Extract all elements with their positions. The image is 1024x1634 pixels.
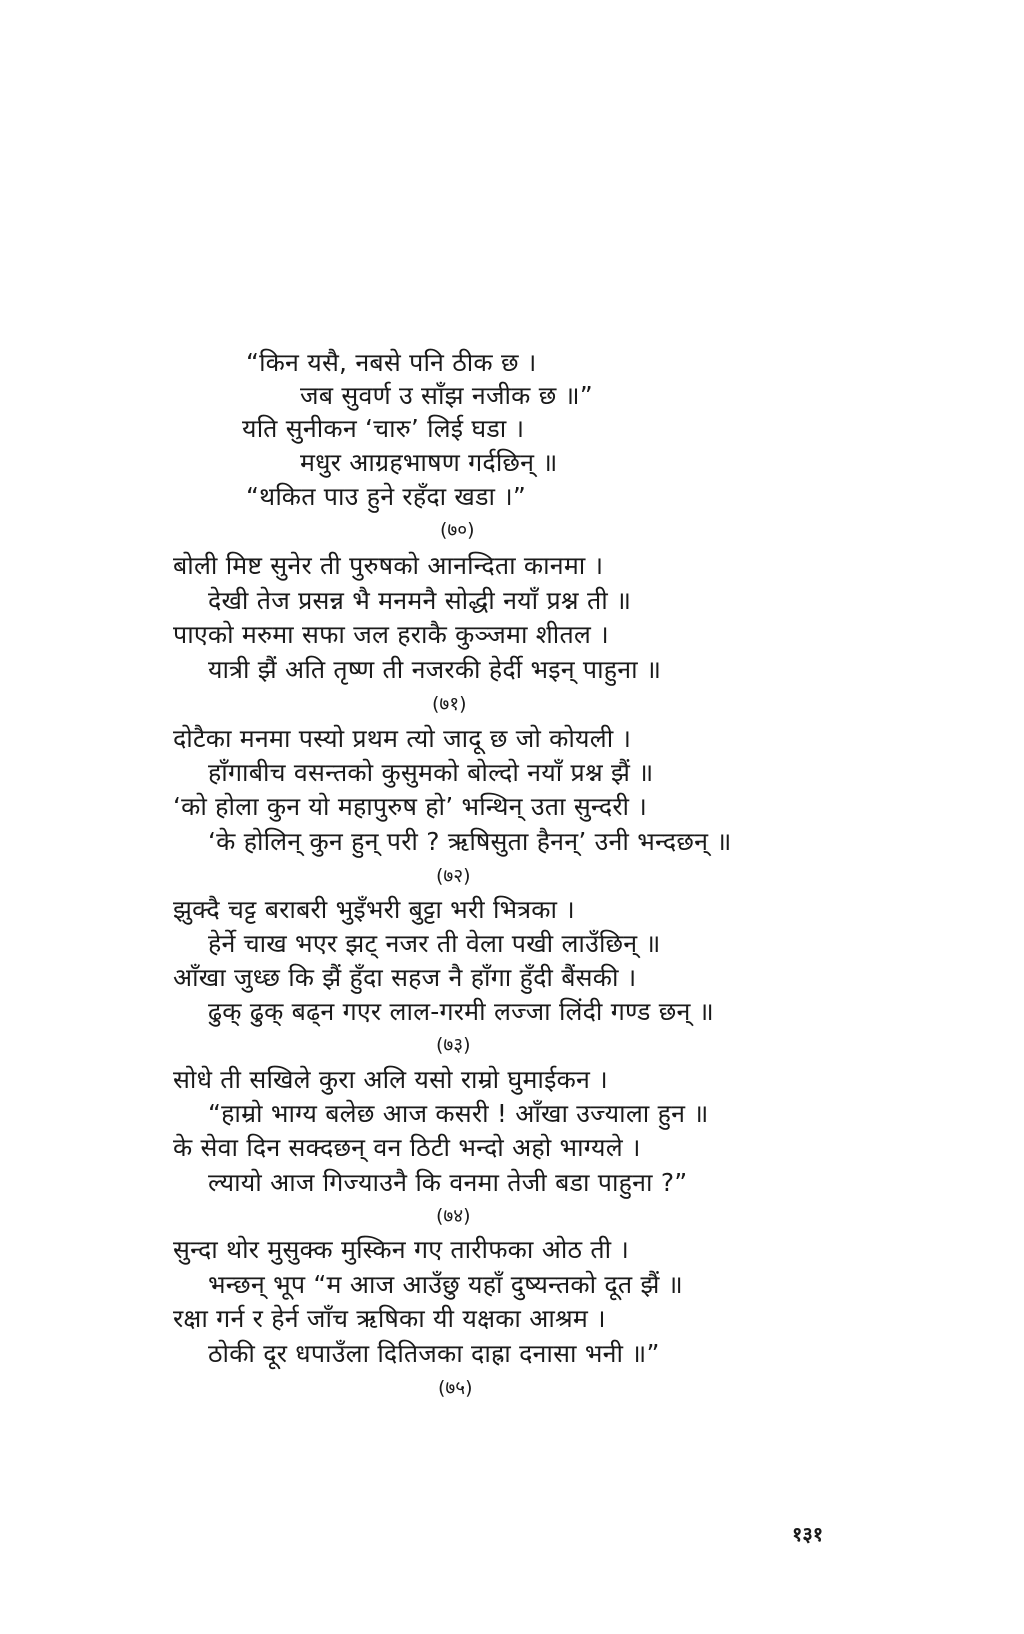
verse-line: ‘के होलिन् कुन हुन् परी ? ऋषिसुता हैनन्’ उनी भन्दछन् ॥ xyxy=(208,827,732,856)
verse-line: “थकित पाउ हुने रहँदा खडा ।” xyxy=(246,482,527,511)
verse-line: ढुक् ढुक् बढ्न गएर लाल-गरमी लज्जा लिंदी गण्ड छन् ॥ xyxy=(208,997,714,1026)
page-number: १३१ xyxy=(792,1522,824,1546)
verse-line: ठोकी दूर धपाउँला दितिजका दाह्रा दनासा भनी ॥” xyxy=(208,1339,660,1368)
verse-number: (७५) xyxy=(438,1377,473,1399)
verse-number: (७२) xyxy=(436,865,471,887)
verse-line: देखी तेज प्रसन्न भै मनमनै सोद्धी नयाँ प्रश्न ती ॥ xyxy=(208,586,632,615)
verse-line: सुन्दा थोर मुसुक्क मुस्किन गए तारीफका ओठ ती । xyxy=(173,1235,630,1264)
verse-line: ल्यायो आज गिज्याउनै कि वनमा तेजी बडा पाहुना ?” xyxy=(208,1168,688,1197)
verse-line: रक्षा गर्न र हेर्न जाँच ऋषिका यी यक्षका आश्रम । xyxy=(173,1304,606,1333)
verse-line: “हाम्रो भाग्य बलेछ आज कसरी ! आँखा उज्याला हुन ॥ xyxy=(208,1099,709,1128)
verse-line: जब सुवर्ण उ साँझ नजीक छ ॥” xyxy=(300,381,593,410)
verse-number: (७१) xyxy=(432,693,467,715)
verse-line: पाएको मरुमा सफा जल हराकै कुञ्जमा शीतल । xyxy=(173,620,609,649)
verse-line: हेर्ने चाख भएर झट् नजर ती वेला पखी लाउँछिन् ॥ xyxy=(208,929,661,958)
verse-number: (७४) xyxy=(436,1205,471,1227)
verse-line: झुक्दै चट्ट बराबरी भुइँभरी बुट्टा भरी भित्रका । xyxy=(173,895,575,924)
verse-line: हाँगाबीच वसन्तको कुसुमको बोल्दो नयाँ प्रश्न झैं ॥ xyxy=(208,758,654,787)
verse-number: (७३) xyxy=(436,1034,471,1056)
verse-number: (७०) xyxy=(440,519,475,541)
verse-line: दोटैका मनमा पस्यो प्रथम त्यो जादू छ जो कोयली । xyxy=(173,724,632,753)
verse-line: भन्छन् भूप “म आज आउँछु यहाँ दुष्यन्तको दूत झैं ॥ xyxy=(208,1270,683,1299)
verse-line: आँखा जुध्छ कि झैं हुँदा सहज नै हाँगा हुँदी बैंसकी । xyxy=(173,963,637,992)
verse-line: यात्री झैं अति तृष्ण ती नजरकी हेर्दी भइन् पाहुना ॥ xyxy=(208,655,662,684)
verse-line: बोली मिष्ट सुनेर ती पुरुषको आनन्दिता कानमा । xyxy=(173,551,604,580)
verse-line: के सेवा दिन सक्दछन् वन ठिटी भन्दो अहो भाग्यले । xyxy=(173,1133,641,1162)
verse-line: मधुर आग्रहभाषण गर्दछिन् ॥ xyxy=(300,448,558,477)
verse-line: “किन यसै, नबसे पनि ठीक छ । xyxy=(246,348,537,377)
verse-line: यति सुनीकन ‘चारु’ लिई घडा । xyxy=(242,414,525,443)
verse-line: सोधे ती सखिले कुरा अलि यसो राम्रो घुमाईकन । xyxy=(173,1065,608,1094)
verse-line: ‘को होला कुन यो महापुरुष हो’ भन्थिन् उता सुन्दरी । xyxy=(173,792,648,821)
